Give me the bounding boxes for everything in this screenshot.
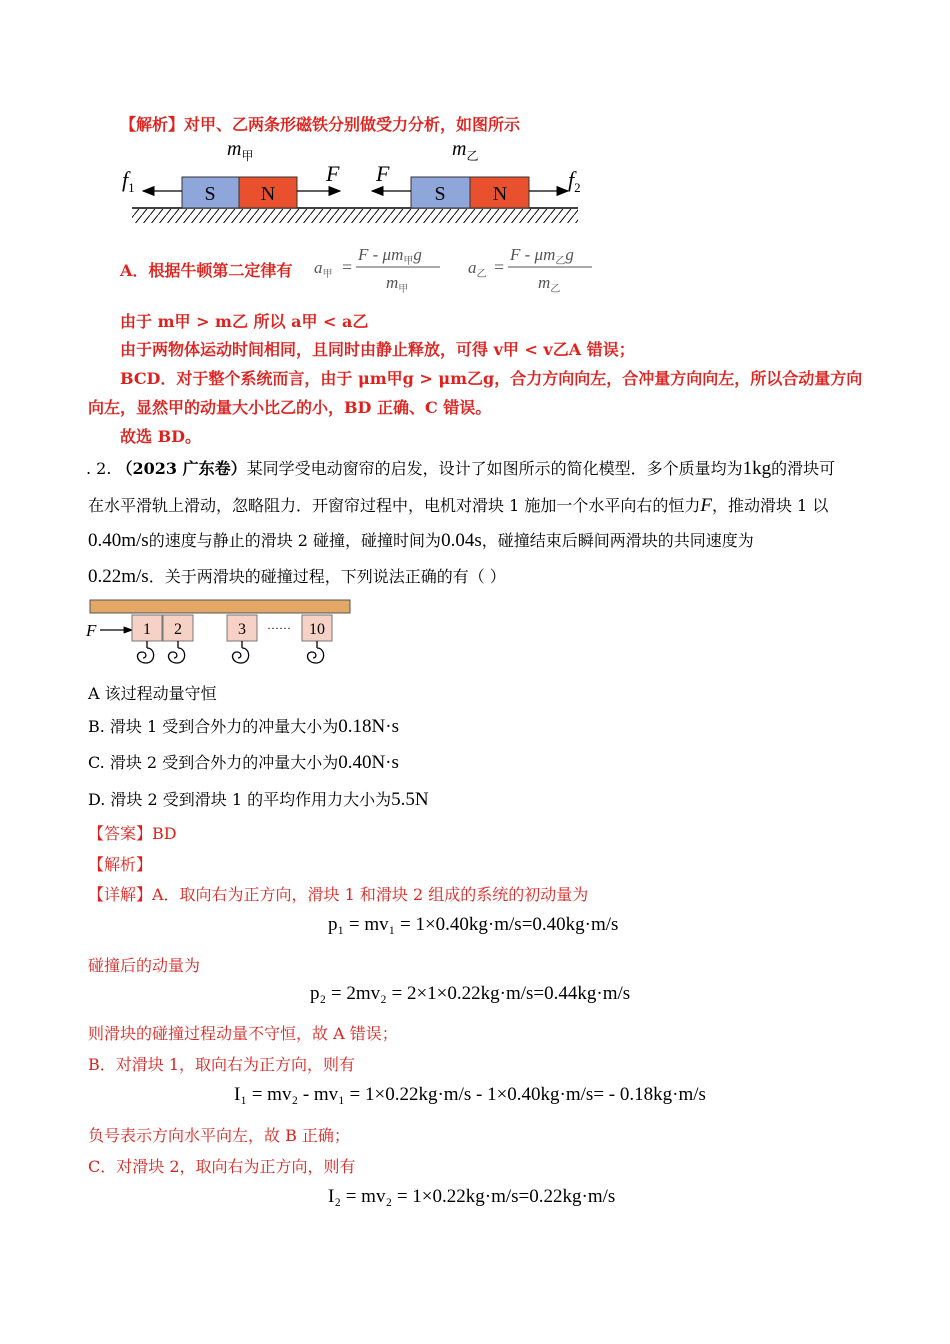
- question2-line3: 0.40m/s的速度与静止的滑块 2 碰撞，碰撞时间为0.04s，碰撞结束后瞬间两滑块的共同速度为: [88, 530, 754, 551]
- svg-text:1: 1: [143, 621, 151, 638]
- ellipsis-dots: ······: [267, 621, 291, 635]
- mass-value: 1kg: [742, 458, 772, 479]
- svg-text:m甲: $m_甲$: [386, 273, 409, 295]
- bcd-line-1: BCD．对于整个系统而言，由于 μm甲g > μm乙g，合力方向向左，合冲量方向向左，所以合动量方向: [120, 369, 863, 388]
- conclusion-b-line: 负号表示方向水平向左，故 B 正确；: [88, 1126, 350, 1145]
- question-number: . 2.: [86, 459, 112, 478]
- svg-text:F - μm乙g: F - $\mu m_乙g$: [510, 245, 574, 267]
- svg-text:3: 3: [238, 621, 246, 638]
- svg-text:=: =: [342, 257, 353, 277]
- F-right-label: F: [326, 161, 340, 186]
- f2-label: $f_2$: [568, 167, 581, 195]
- detail-a-line: 【详解】A．取向右为正方向，滑块 1 和滑块 2 组成的系统的初动量为: [88, 885, 589, 904]
- magnet-force-diagram: [110, 135, 590, 235]
- ground-hatch: [132, 209, 578, 223]
- magnet1-n-label: N: [260, 183, 276, 205]
- svg-text:m乙: $m_乙$: [538, 273, 561, 295]
- equation-i1: I₁ = mv₂ - mv₁ = 1×0.22kg·m/s - 1×0.40kg·m/s= - 0.18kg·m/s: [234, 1084, 706, 1105]
- answer-line: 【答案】BD: [88, 824, 177, 843]
- formula-a-yi: [466, 240, 606, 298]
- svg-text:a甲: $a_甲$: [314, 258, 333, 280]
- question2-line4: 0.22m/s．关于两滑块的碰撞过程，下列说法正确的有（ ）: [88, 566, 506, 587]
- m1-label: $m_甲$: [227, 138, 254, 163]
- after-collision-line: 碰撞后的动量为: [88, 956, 201, 975]
- conclusion-a-line: 则滑块的碰撞过程动量不守恒，故 A 错误；: [88, 1024, 398, 1043]
- velocity-line: 由于两物体运动时间相同，且同时由静止释放，可得 v甲 < v乙A 错误；: [120, 340, 635, 359]
- b-text-line: B．对滑块 1，取向右为正方向，则有: [88, 1055, 356, 1074]
- newton-law-line: A．根据牛顿第二定律有: [120, 261, 293, 280]
- equation-p1: p₁ = mv₁ = 1×0.40kg·m/s=0.40kg·m/s: [328, 914, 619, 935]
- question2-line1: . 2. （2023 广东卷）某同学受电动窗帘的启发，设计了如图所示的简化模型．多个质量均为1kg的滑块可: [86, 458, 836, 479]
- m2-label: $m_乙$: [452, 138, 479, 163]
- slider-rail-diagram: [84, 596, 356, 672]
- analysis-header: 【解析】对甲、乙两条形磁铁分别做受力分析，如图所示: [120, 115, 521, 134]
- svg-text:F - μm甲g: F - $\mu m_甲g$: [358, 245, 422, 267]
- option-b[interactable]: B. 滑块 1 受到合外力的冲量大小为0.18N·s: [88, 716, 399, 737]
- F-left-label: F: [376, 161, 390, 186]
- magnet2-s-label: S: [434, 183, 446, 205]
- question2-line2: 在水平滑轨上滑动，忽略阻力．开窗帘过程中，电机对滑块 1 施加一个水平向右的恒力F，推动滑块 1 以: [88, 495, 829, 516]
- option-c[interactable]: C. 滑块 2 受到合外力的冲量大小为0.40N·s: [88, 752, 399, 773]
- formula-a-jia: [312, 240, 452, 298]
- magnet2-n-label: N: [492, 183, 508, 205]
- mass-compare-line: 由于 m甲 > m乙 所以 a甲 < a乙: [120, 312, 369, 331]
- svg-text:=: =: [494, 257, 505, 277]
- magnet1-s-label: S: [204, 183, 216, 205]
- time-value: 0.04s: [441, 530, 482, 551]
- svg-text:2: 2: [174, 621, 182, 638]
- speed2-value: 0.22m/s: [88, 566, 149, 587]
- c-text-line: C．对滑块 2，取向右为正方向，则有: [88, 1157, 356, 1176]
- f1-label: $f_1$: [122, 167, 135, 195]
- option-a[interactable]: A 该过程动量守恒: [88, 684, 217, 703]
- option-d[interactable]: D. 滑块 2 受到滑块 1 的平均作用力大小为5.5N: [88, 789, 429, 810]
- choice-line: 故选 BD。: [120, 427, 201, 446]
- svg-text:a乙: $a_乙$: [468, 258, 487, 280]
- speed1-value: 0.40m/s: [88, 530, 149, 551]
- rail: [90, 600, 350, 613]
- diagram-F-label: F: [86, 621, 97, 640]
- equation-i2: I₂ = mv₂ = 1×0.22kg·m/s=0.22kg·m/s: [328, 1186, 616, 1207]
- equation-p2: p₂ = 2mv₂ = 2×1×0.22kg·m/s=0.44kg·m/s: [310, 983, 631, 1004]
- question-source: （2023 广东卷）: [116, 459, 247, 478]
- force-symbol: F: [700, 495, 712, 516]
- hooks: [137, 641, 323, 663]
- analysis-label: 【解析】: [88, 855, 153, 874]
- bcd-line-2: 向左，显然甲的动量大小比乙的小，BD 正确、C 错误。: [88, 398, 492, 417]
- svg-text:10: 10: [309, 621, 325, 638]
